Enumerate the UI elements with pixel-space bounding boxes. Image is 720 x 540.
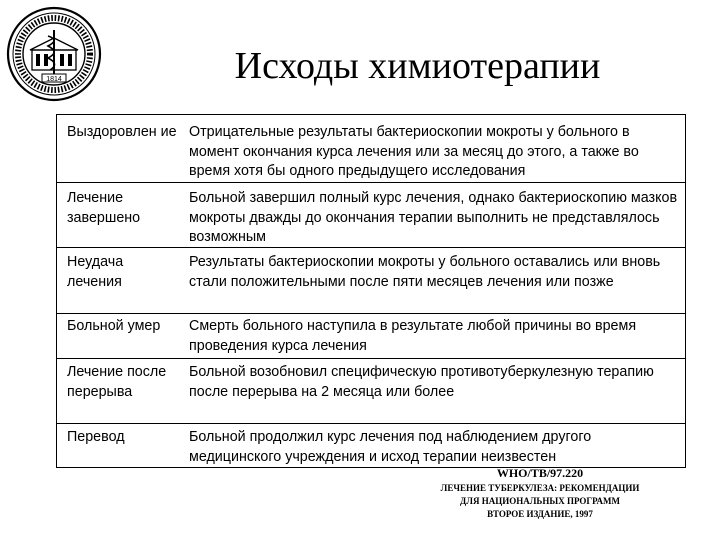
outcomes-table — [56, 114, 686, 468]
row-divider — [57, 313, 685, 314]
outcome-term: Неудача лечения — [67, 254, 124, 290]
outcome-term: Выздоровлен ие — [67, 124, 177, 140]
reference-line: ВТОРОЕ ИЗДАНИЕ, 1997 — [487, 509, 593, 519]
row-divider — [57, 423, 685, 424]
row-divider — [57, 247, 685, 248]
reference-line: ЛЕЧЕНИЕ ТУБЕРКУЛЕЗА: РЕКОМЕНДАЦИИ — [440, 483, 640, 493]
svg-text:1814: 1814 — [46, 76, 62, 83]
outcome-term: Больной умер — [67, 318, 161, 334]
outcome-definition: Больной возобновил специфическую противотуберкулезную терапию после перерыва на 2 месяца или более — [189, 364, 654, 400]
outcome-term: Лечение после перерыва — [67, 364, 167, 400]
page-title: Исходы химиотерапии — [234, 45, 601, 87]
reference-line: ДЛЯ НАЦИОНАЛЬНЫХ ПРОГРАММ — [460, 496, 620, 506]
outcome-definition: Результаты бактериоскопии мокроты у больного оставались или вновь стали положительными после пяти месяцев лечения или позже — [189, 254, 661, 290]
outcome-definition: Больной продолжил курс лечения под наблюдением другого медицинского учреждения и исход терапии неизвестен — [189, 429, 592, 465]
outcome-definition: Больной завершил полный курс лечения, однако бактериоскопию мазков мокроты дважды до окончания терапии выполнить не представлялось возможным — [189, 190, 678, 245]
outcome-definition: Отрицательные результаты бактериоскопии мокроты у больного в момент окончания курса лечения или за месяц до этого, а также во время хотя бы одного предыдущего исследования — [189, 124, 639, 179]
reference-code: WHO/TB/97.220 — [496, 466, 584, 480]
outcome-definition: Смерть больного наступила в результате любой причины во время проведения курса лечения — [189, 318, 637, 354]
outcome-term: Лечение завершено — [67, 190, 141, 226]
outcome-term: Перевод — [67, 429, 125, 445]
reference-citation — [400, 482, 680, 521]
row-divider — [57, 358, 685, 359]
row-divider — [57, 182, 685, 183]
